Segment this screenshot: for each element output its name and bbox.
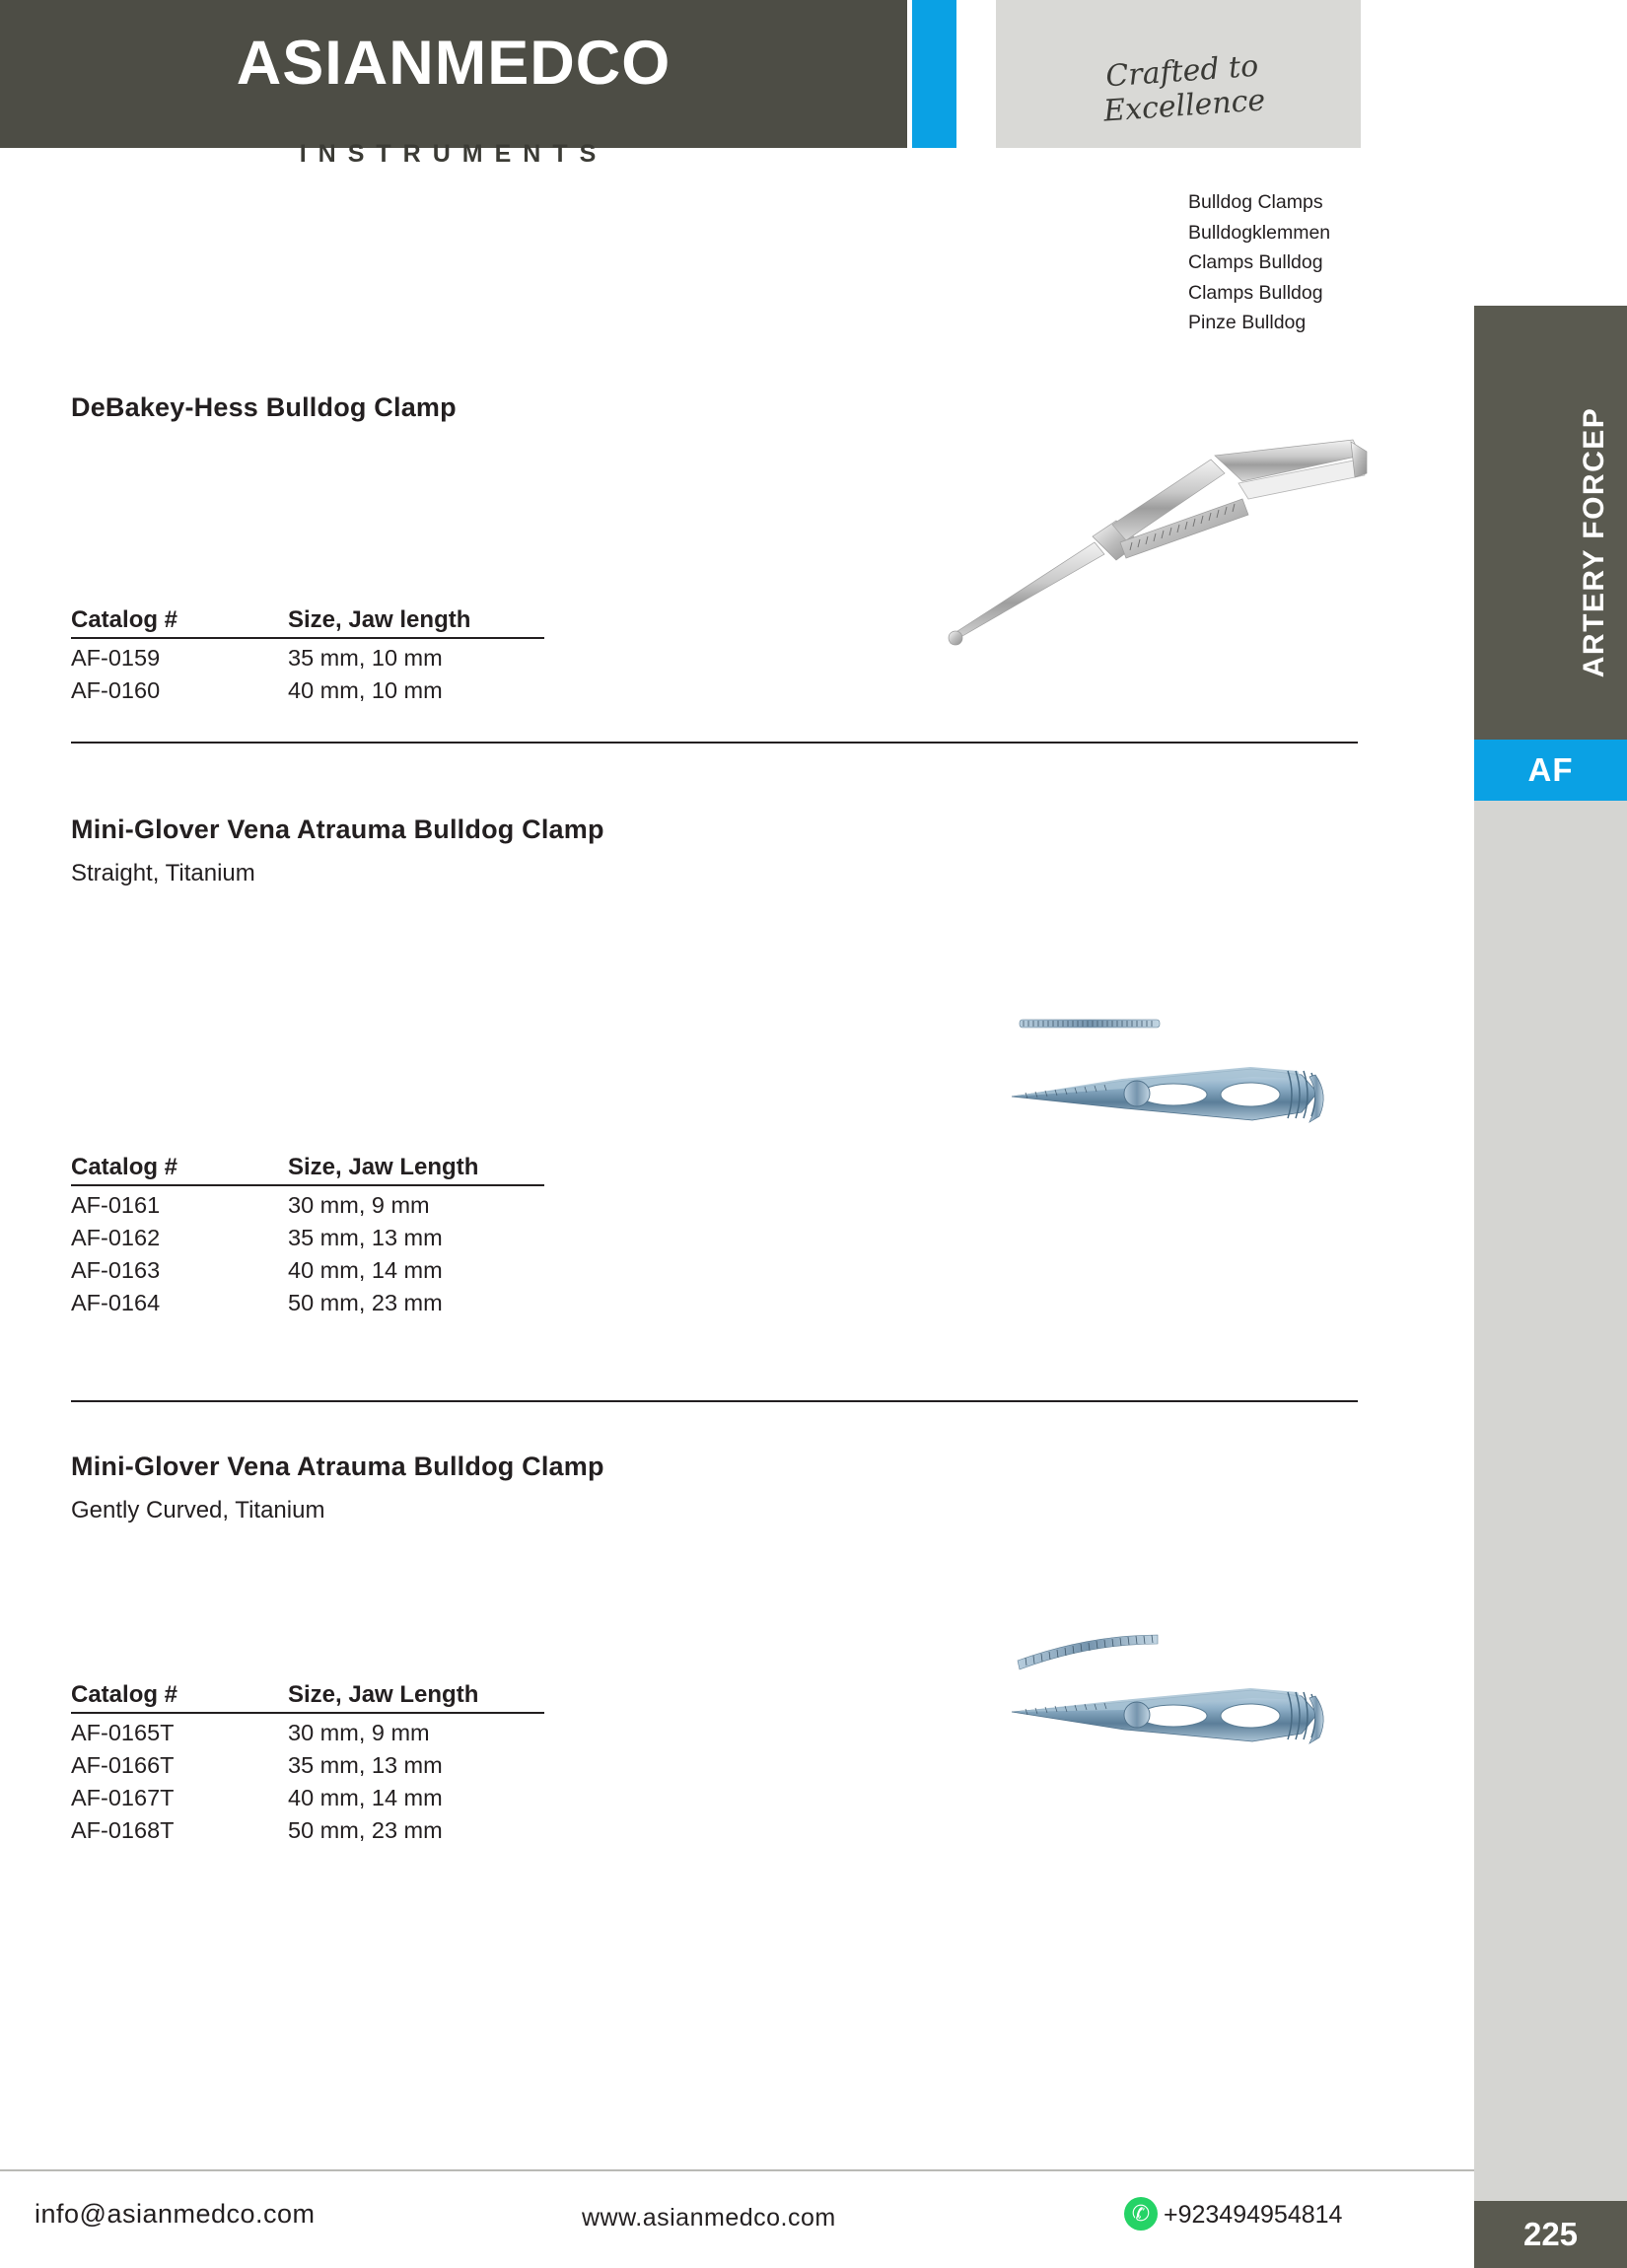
category-tab [1474,306,1627,740]
section-divider-1 [71,742,1358,744]
cell-catalog: AF-0167T [71,1785,175,1810]
brand-subtitle: INSTRUMENTS [299,140,608,168]
column-header-catalog: Catalog # [71,1154,178,1180]
table-row [71,1714,544,1746]
brand-tagline: Crafted to Excellence [1102,48,1267,129]
footer-website[interactable]: www.asianmedco.com [582,2204,836,2232]
table-row [71,1251,544,1284]
cell-size: 50 mm, 23 mm [288,1290,443,1315]
column-header-size: Size, Jaw length [288,606,471,633]
table-row [71,1284,544,1316]
table-header-row [71,1154,544,1186]
cell-size: 30 mm, 9 mm [288,1720,430,1745]
cell-catalog: AF-0161 [71,1192,161,1218]
section-title-2: Mini-Glover Vena Atrauma Bulldog Clamp [71,815,604,844]
table-row [71,1186,544,1219]
cell-size: 35 mm, 13 mm [288,1752,443,1778]
table-row [71,1811,544,1844]
column-header-catalog: Catalog # [71,1681,178,1708]
column-header-catalog: Catalog # [71,606,178,633]
table-row [71,1746,544,1779]
cell-catalog: AF-0162 [71,1225,161,1250]
cell-size: 40 mm, 14 mm [288,1257,443,1283]
table-header-row [71,1681,544,1714]
cell-catalog: AF-0168T [71,1817,175,1843]
product-table-3 [71,1681,544,1844]
cell-catalog: AF-0163 [71,1257,161,1283]
column-header-size: Size, Jaw Length [288,1154,479,1180]
section-subtitle-3: Gently Curved, Titanium [71,1497,325,1524]
cell-catalog: AF-0159 [71,645,161,671]
cell-size: 50 mm, 23 mm [288,1817,443,1843]
product-image-debakey-hess [947,434,1371,661]
section-title-1: DeBakey-Hess Bulldog Clamp [71,392,457,422]
right-margin-strip [1474,801,1627,2201]
cell-catalog: AF-0160 [71,677,161,703]
category-code-tab: AF [1474,740,1627,801]
section-divider-2 [71,1400,1358,1402]
footer-email[interactable]: info@asianmedco.com [35,2199,316,2229]
cell-size: 40 mm, 14 mm [288,1785,443,1810]
page-number: 225 [1474,2201,1627,2268]
language-list [1188,187,1330,338]
footer-phone[interactable]: +923494954814 [1164,2201,1343,2229]
cell-catalog: AF-0165T [71,1720,175,1745]
table-row [71,1779,544,1811]
cell-catalog: AF-0166T [71,1752,175,1778]
language-item: Bulldog Clamps [1188,191,1323,213]
cell-size: 40 mm, 10 mm [288,677,443,703]
section-subtitle-2: Straight, Titanium [71,860,255,886]
header-blue-bar [912,0,956,148]
language-item: Pinze Bulldog [1188,312,1307,333]
table-row [71,672,544,704]
table-row [71,639,544,672]
cell-size: 35 mm, 10 mm [288,645,443,671]
whatsapp-icon: ✆ [1124,2197,1158,2231]
section-title-3: Mini-Glover Vena Atrauma Bulldog Clamp [71,1452,604,1481]
product-table-1 [71,606,544,704]
product-image-mini-glover-curved [1006,1627,1361,1785]
product-image-mini-glover-straight [1006,1006,1361,1164]
column-header-size: Size, Jaw Length [288,1681,479,1708]
brand-name: ASIANMEDCO [236,29,672,98]
product-table-2 [71,1154,544,1316]
cell-size: 35 mm, 13 mm [288,1225,443,1250]
footer-divider [0,2169,1474,2171]
cell-catalog: AF-0164 [71,1290,161,1315]
category-tab-label: ARTERY FORCEP [1578,406,1610,678]
table-row [71,1219,544,1251]
language-item: Clamps Bulldog [1188,251,1323,273]
cell-size: 30 mm, 9 mm [288,1192,430,1218]
table-header-row [71,606,544,639]
page-header [0,0,1627,168]
language-item: Clamps Bulldog [1188,281,1323,304]
language-item: Bulldogklemmen [1188,221,1331,244]
